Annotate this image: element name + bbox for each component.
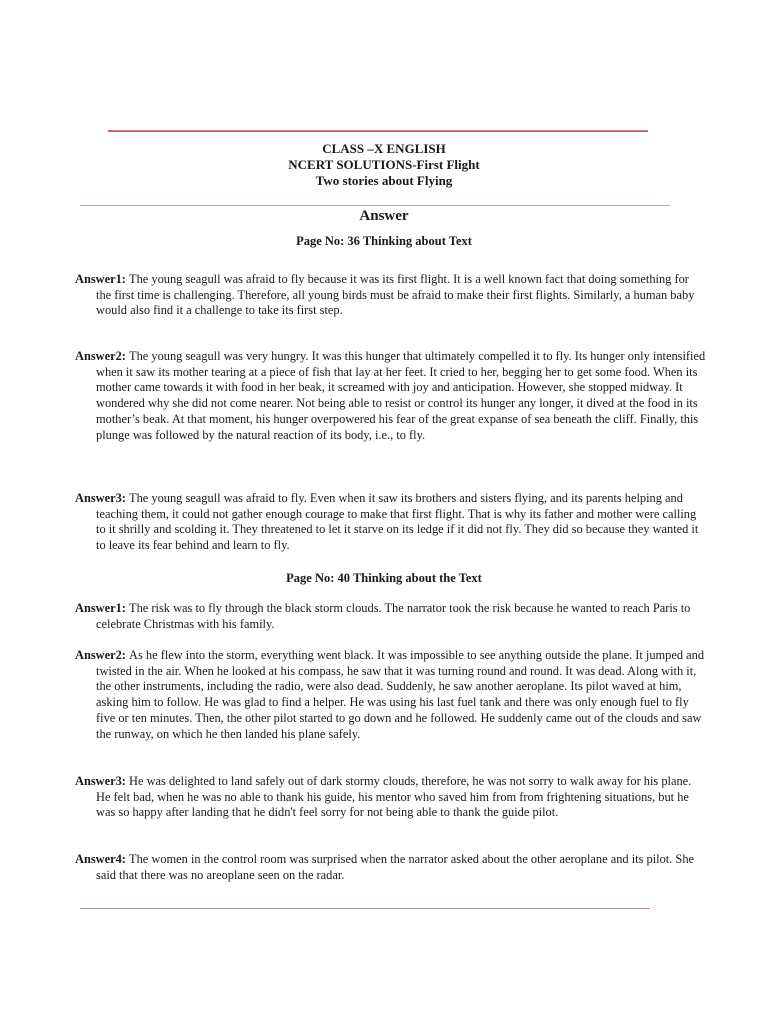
answer-label: Answer3:: [75, 774, 130, 788]
answer-item: [75, 774, 706, 821]
answer-label: Answer4:: [75, 852, 130, 866]
book-title: NCERT SOLUTIONS-First Flight: [288, 157, 480, 172]
section-heading-page-40: Page No: 40 Thinking about the Text: [286, 571, 482, 585]
answer-text: He was delighted to land safely out of dark stormy clouds, therefore, he was not sorry to walk away for his plane. He felt bad, when he was no able to thank his guide, his mentor who saved him from from frightening situations, but he was so happy after landing that he didn't feel sorry for not being able to thank the guide pilot.: [96, 774, 692, 820]
answer-text: The young seagull was very hungry. It was this hunger that ultimately compelled it to fly. Its hunger only intensified when it saw its mother tearing at a piece of fish that lay at her feet. It cried to her, begging her to get some food. When its mother came towards it with food in her beak, it screamed with joy and anticipation. However, she stopped midway. It wondered why she did not come nearer. Not being able to resist or control its hunger any longer, it dived at the food in its mother’s beak. At that moment, his hunger overpowered his fear of the great expanse of sea beneath the cliff. Finally, this plunge was followed by the natural reaction of its body, i.e., to fly.: [96, 349, 706, 442]
answer-item: [75, 852, 706, 883]
answer-item: [75, 648, 706, 742]
answer-text: As he flew into the storm, everything went black. It was impossible to see anything outside the plane. It jumped and twisted in the air. When he looked at his compass, he saw that it was turning round and round. It was dead. Along with it, the other instruments, including the radio, were also dead. Suddenly, he saw another aeroplane. Its pilot waved at him, asking him to follow. He was glad to find a helper. He was using his last fuel tank and there was only enough fuel to fly five or ten minutes. Then, the other pilot started to go down and he followed. He suddenly came out of the clouds and saw the runway, on which he then landed his plane safely.: [96, 648, 705, 741]
answer-label: Answer1:: [75, 601, 130, 615]
answer-text: The women in the control room was surprised when the narrator asked about the other aeroplane and its pilot. She said that there was no areoplane seen on the radar.: [96, 852, 695, 882]
answer-item: [75, 601, 706, 632]
answer-text: The young seagull was afraid to fly. Even when it saw its brothers and sisters flying, and its parents helping and teaching them, it could not gather enough courage to make that first flight. That is why its father and mother were calling to it shrilly and scolding it. They threatened to let it starve on its ledge if it did not fly. They did so because they wanted it to leave its fear behind and learn to fly.: [96, 491, 699, 553]
top-divider: [108, 130, 648, 132]
section-heading-page-36: Page No: 36 Thinking about Text: [296, 234, 472, 248]
answer-item: [75, 272, 706, 319]
answer-label: Answer3:: [75, 491, 130, 505]
answer-item: [75, 491, 706, 554]
answer-label: Answer2:: [75, 648, 130, 662]
bottom-divider: [80, 908, 650, 909]
answer-label: Answer2:: [75, 349, 130, 363]
answer-item: [75, 349, 706, 443]
document-header: [0, 141, 768, 189]
answer-text: The risk was to fly through the black storm clouds. The narrator took the risk because he wanted to reach Paris to celebrate Christmas with his family.: [96, 601, 691, 631]
chapter-title: Two stories about Flying: [315, 173, 453, 188]
class-title: CLASS –X ENGLISH: [322, 141, 446, 156]
answer-text: The young seagull was afraid to fly because it was its first flight. It is a well known fact that doing something for the first time is challenging. Therefore, all young birds must be afraid to make their first flights. Similarly, a human baby would also find it a challenge to take its first step.: [96, 272, 695, 318]
answer-heading: Answer: [359, 208, 409, 224]
answer-label: Answer1:: [75, 272, 130, 286]
